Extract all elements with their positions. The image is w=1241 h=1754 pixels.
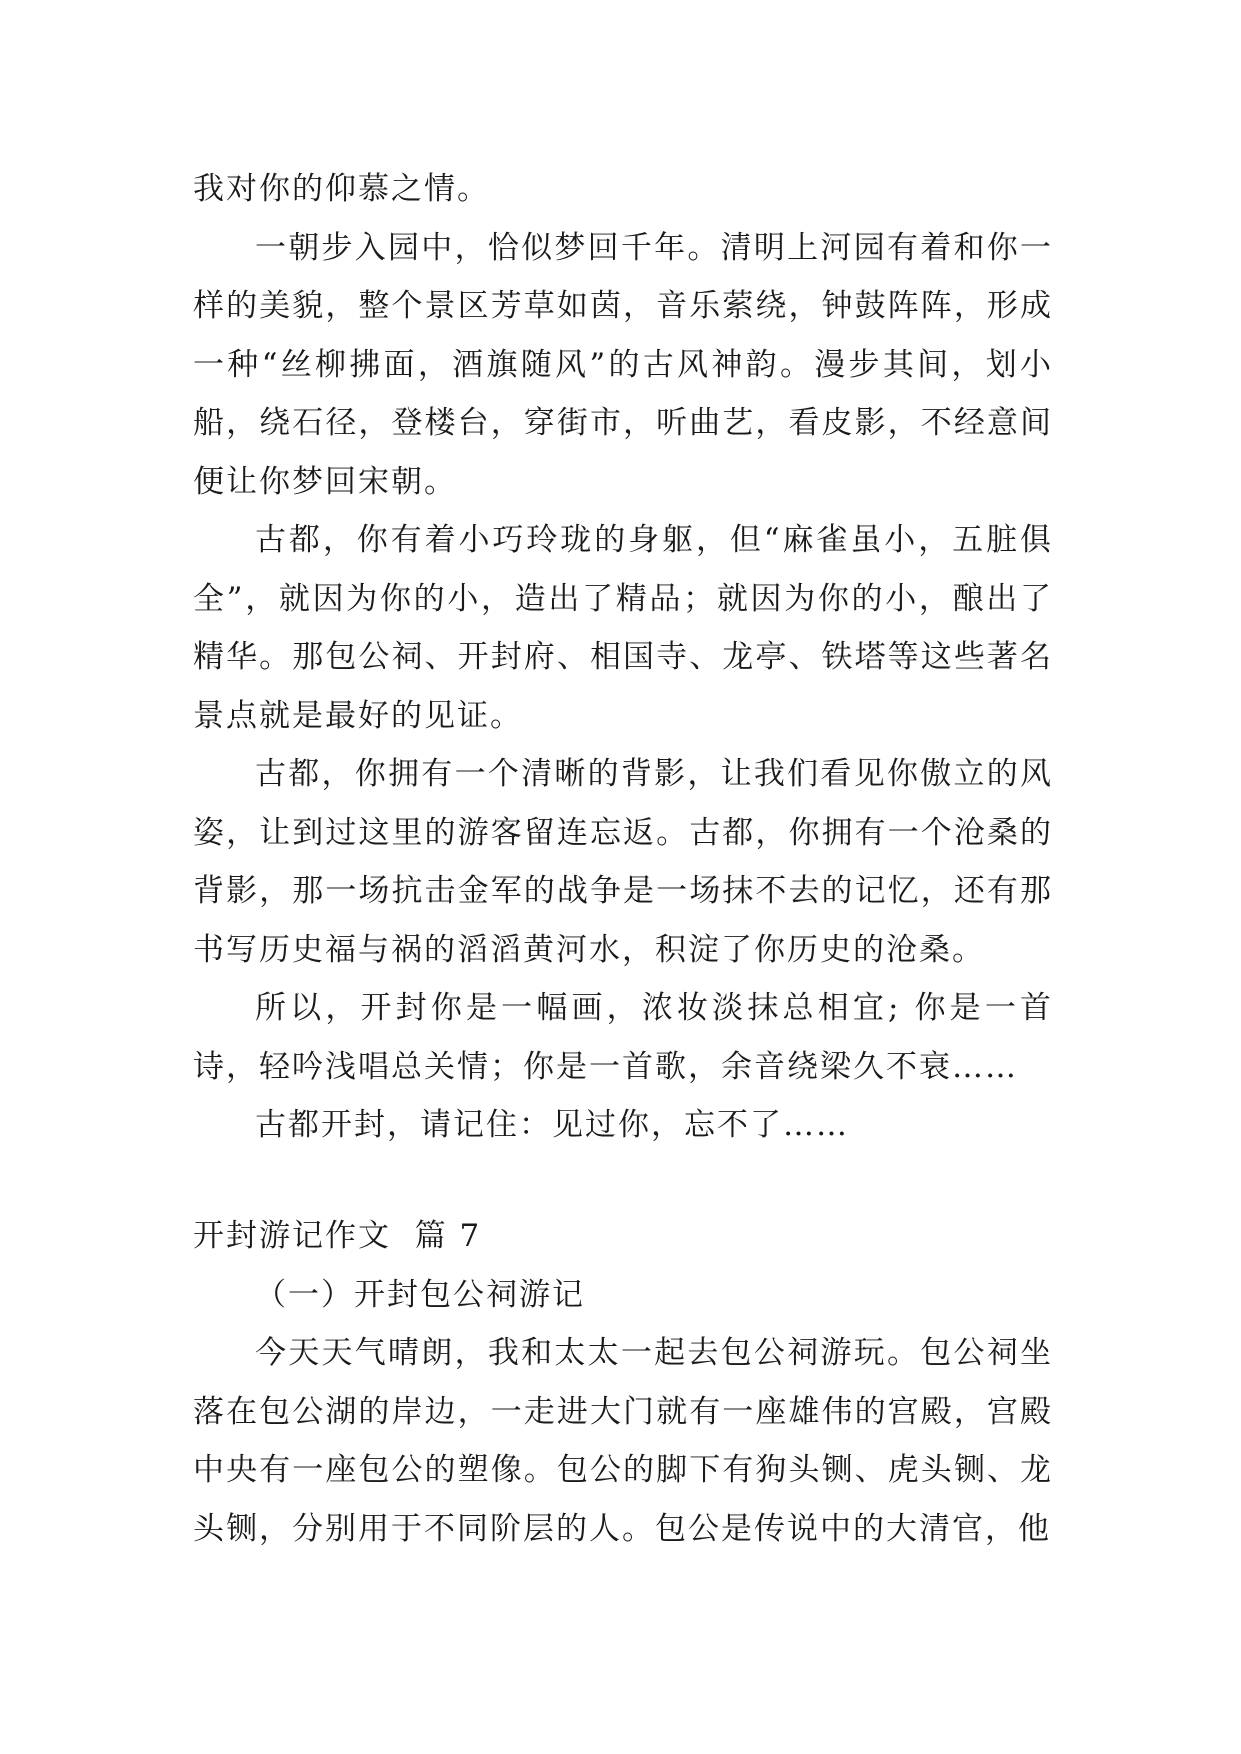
paragraph: 今天天气晴朗，我和太太一起去包公祠游玩。包公祠坐落在包公湖的岸边，一走进大门就有一座雄伟的宫殿，宫殿中央有一座包公的塑像。包公的脚下有狗头铡、虎头铡、龙头铡，分别用于不同阶层的人。包公是传说中的大清官，他 — [193, 1335, 1053, 1547]
paragraph: 我对你的仰慕之情。 — [193, 171, 490, 207]
text-block-bottom — [193, 1324, 1053, 1558]
section-title: 开封游记作文 篇 7 — [193, 1218, 482, 1254]
paragraph: 所以，开封你是一幅画，浓妆淡抹总相宜; 你是一首诗，轻吟浅唱总关情；你是一首歌，余音绕梁久不衰…… — [193, 990, 1053, 1085]
paragraph: 古都开封，请记住：见过你，忘不了…… — [255, 1107, 849, 1143]
paragraph: 古都，你拥有一个清晰的背影，让我们看见你傲立的风姿，让到过这里的游客留连忘返。古都，你拥有一个沧桑的背影，那一场抗击金军的战争是一场抹不去的记忆，还有那书写历史福与祸的滔滔黄河水，积淀了你历史的沧桑。 — [193, 756, 1053, 968]
text-block-top — [193, 160, 1053, 1155]
paragraph: 一朝步入园中，恰似梦回千年。清明上河园有着和你一样的美貌，整个景区芳草如茵，音乐萦绕，钟鼓阵阵，形成一种“丝柳拂面，酒旗随风”的古风神韵。漫步其间，划小船，绕石径，登楼台，穿街市，听曲艺，看皮影，不经意间便让你梦回宋朝。 — [193, 229, 1053, 500]
sub-title: （一）开封包公祠游记 — [255, 1277, 585, 1313]
paragraph: 古都，你有着小巧玲珑的身躯，但“麻雀虽小，五脏俱全”，就因为你的小，造出了精品；就因为你的小，酿出了精华。那包公祠、开封府、相国寺、龙亭、铁塔等这些著名景点就是最好的见证。 — [193, 522, 1053, 734]
